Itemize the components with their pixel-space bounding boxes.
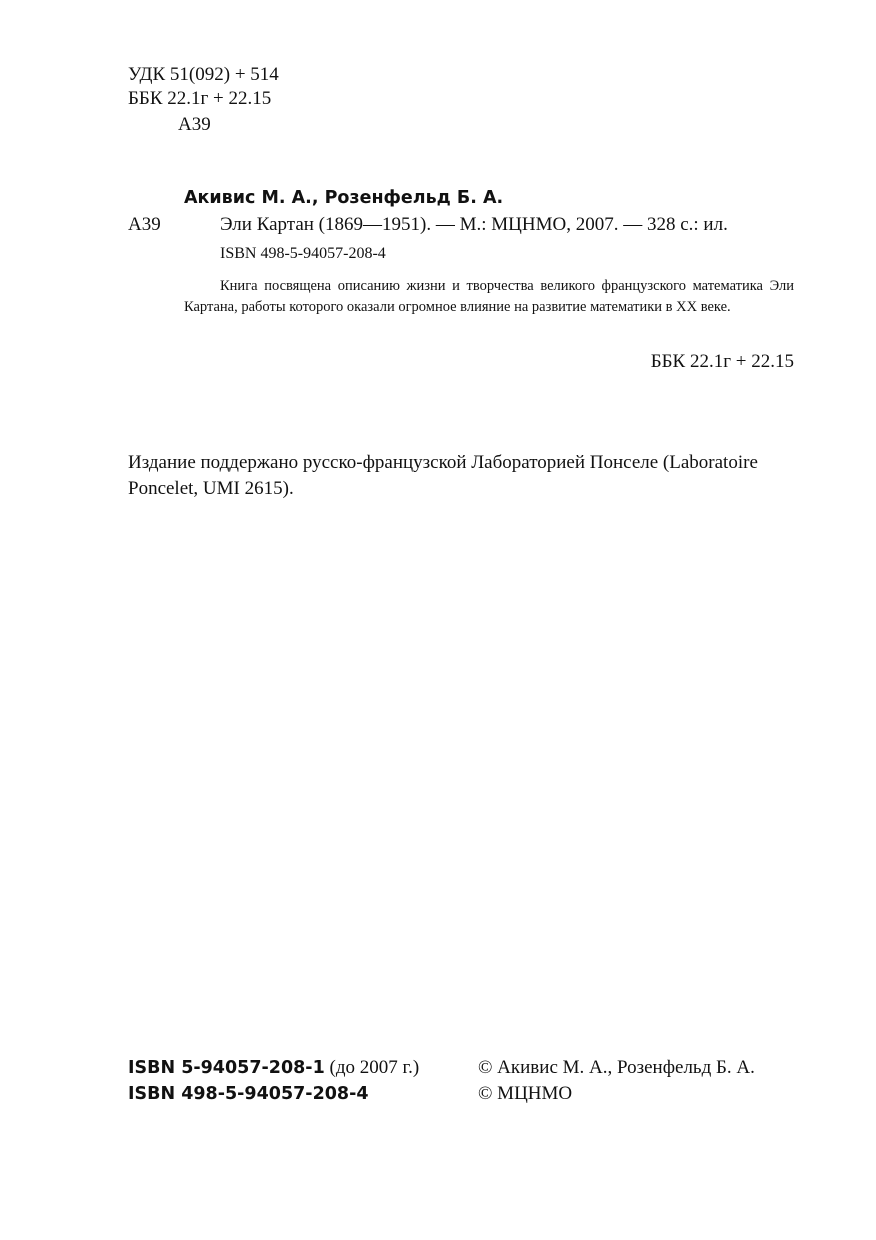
card-author-mark: А39: [128, 214, 161, 235]
support-note: Издание поддержано русско-французской Лабораторией Понселе (Laboratoire Poncelet, UMI 2615).: [128, 452, 758, 499]
copyright-block: [478, 1055, 755, 1107]
isbn-1-note: (до 2007 г.): [324, 1057, 420, 1078]
isbn-1: ISBN 5-94057-208-1: [128, 1058, 325, 1078]
isbn-line-1: [128, 1055, 419, 1081]
isbn-2: ISBN 498-5-94057-208-4: [128, 1084, 369, 1104]
card-bbk: ББК 22.1г + 22.15: [650, 351, 794, 372]
udk-classification: УДК 51(092) + 514: [128, 64, 279, 85]
isbn-block: [128, 1055, 419, 1107]
copyright-publisher: © МЦНМО: [478, 1083, 573, 1104]
author-mark: А39: [178, 114, 211, 135]
isbn-line-2: [128, 1081, 419, 1107]
card-abstract: Книга посвящена описанию жизни и творчества великого французского математика Эли Картана, работы которого оказали огромное влияние на развитие математики в XX веке.: [184, 278, 794, 315]
card-authors: Акивис М. А., Розенфельд Б. А.: [184, 188, 504, 208]
bbk-classification: ББК 22.1г + 22.15: [128, 88, 272, 109]
copyright-authors: © Акивис М. А., Розенфельд Б. А.: [478, 1057, 755, 1078]
card-isbn: ISBN 498-5-94057-208-4: [220, 245, 386, 262]
card-citation: Эли Картан (1869—1951). — М.: МЦНМО, 2007. — 328 с.: ил.: [220, 214, 728, 235]
